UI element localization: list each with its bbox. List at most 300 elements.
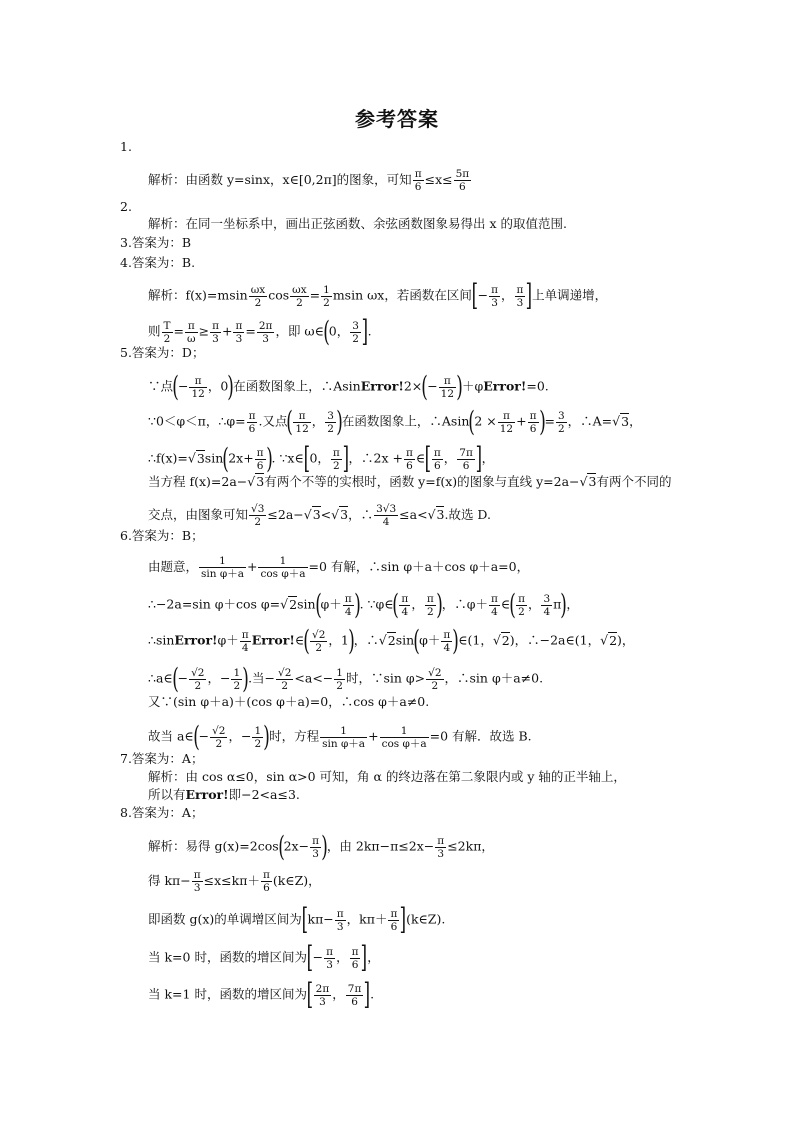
text: 解析：易得 g(x)=2cos	[148, 838, 279, 854]
fraction	[247, 410, 258, 435]
fraction	[426, 667, 443, 692]
left-paren: (	[421, 370, 428, 403]
radicand: 3	[588, 474, 597, 489]
fraction	[454, 168, 472, 193]
numerator: √2	[278, 666, 292, 679]
q5-line-1	[148, 370, 549, 403]
q4-answer: 4.答案为：B.	[120, 255, 196, 270]
text: =0 有解，∴sin φ＋a＋cos φ＋a=0，	[308, 559, 530, 574]
text: =0.	[526, 378, 549, 394]
fraction	[314, 983, 332, 1008]
fraction	[321, 284, 332, 309]
fraction	[324, 946, 335, 971]
text: 2 ×	[474, 413, 497, 429]
fraction	[441, 629, 452, 654]
right-paren: )	[263, 720, 270, 753]
numerator: π	[235, 319, 243, 332]
text: −	[477, 287, 489, 303]
text: 解析：f(x)=msin	[148, 287, 248, 303]
text: φ＋	[217, 632, 239, 648]
text: 在函数图象上，∴Asin	[341, 413, 470, 429]
denominator: 3	[262, 332, 269, 345]
right-paren: )	[452, 624, 460, 657]
text: −	[177, 670, 189, 686]
numerator: π	[516, 283, 524, 296]
text: ∴−2a=sin φ＋cos φ=	[148, 596, 281, 612]
text: ，∴sin φ＋a≠0.	[444, 670, 544, 686]
text: =	[245, 323, 256, 339]
right-paren: )	[456, 370, 463, 403]
fraction	[388, 908, 399, 933]
fraction	[162, 320, 173, 345]
fraction	[350, 320, 361, 345]
denominator: 4	[491, 605, 498, 618]
denominator: 2	[281, 679, 289, 692]
right-paren: )	[265, 442, 273, 475]
fraction	[199, 555, 246, 580]
numerator: π	[443, 628, 451, 641]
text: . ∵φ∈	[359, 596, 394, 612]
fraction	[335, 908, 346, 933]
text: ，	[443, 450, 457, 466]
fraction	[432, 447, 443, 472]
text: <	[320, 507, 332, 522]
text: ，∴φ＋	[441, 596, 488, 612]
left-paren: (	[314, 588, 322, 621]
text: kπ−	[307, 911, 334, 927]
text: ，	[566, 596, 579, 612]
q6-answer: 6.答案为：B；	[120, 528, 204, 543]
right-paren: )	[560, 588, 568, 621]
text: ，	[629, 413, 642, 429]
numerator: π	[351, 945, 359, 958]
text: 故当 a∈	[148, 728, 194, 744]
fraction	[489, 593, 500, 618]
fraction	[189, 375, 206, 400]
radicand: 2	[289, 596, 298, 612]
left-paren: (	[172, 370, 179, 403]
denominator: 2	[327, 422, 334, 435]
page-title: 参考答案	[355, 107, 439, 131]
fraction	[290, 284, 308, 309]
text: =0 有解．故选 B.	[429, 728, 532, 744]
numerator: 3	[327, 409, 334, 422]
fraction	[399, 593, 410, 618]
denominator: 2	[323, 296, 330, 309]
text: 即−2<a≤3.	[228, 787, 300, 802]
error-text: Error!	[185, 787, 229, 802]
text: ，	[500, 287, 514, 303]
text: <a<−	[294, 670, 334, 686]
left-paren: (	[277, 830, 285, 863]
fraction	[189, 667, 206, 692]
text: +	[221, 323, 233, 339]
text: −	[177, 378, 189, 394]
numerator: π	[248, 409, 256, 422]
numerator: 1	[336, 666, 343, 679]
fraction	[293, 410, 310, 435]
fraction	[233, 320, 244, 345]
left-paren: (	[323, 315, 330, 348]
denominator: 6	[529, 422, 537, 435]
text: (k∈Z).	[406, 911, 446, 927]
numerator: π	[344, 592, 352, 605]
text: ，	[336, 949, 349, 965]
text: ，	[527, 596, 541, 612]
denominator: 4	[401, 605, 409, 618]
text: ，0	[207, 378, 229, 394]
q6-line-2: ∴−2a=sin φ＋cos φ=√2sin(φ＋ $\frac{\pi}{4}$ ). ∵φ∈( $\frac{\pi}{4}$ ， $\frac{\pi}{2}$ )，∴φ＋ $\frac{\pi}{4}$ ∈( $\frac{\pi}{2}$ ， $\frac{3}{4}$ π)，	[148, 588, 579, 621]
denominator: 3	[312, 847, 319, 860]
numerator: π	[189, 375, 206, 388]
q6-line-3: ∴sinError!φ＋ $\frac{\pi}{4}$ Error!∈( $\frac{√2}{2}$ ，1)，∴√2sin(φ＋ $\frac{\pi}{4}$ )∈(1，√2)，∴−2a∈(1，√2)，	[148, 624, 635, 657]
fraction	[334, 667, 345, 692]
denominator: 3	[516, 296, 524, 309]
text: 交点，由图象可知	[148, 507, 249, 522]
q5-answer: 5.答案为：D；	[120, 345, 205, 360]
denominator: 2	[163, 332, 171, 345]
fraction	[310, 835, 321, 860]
text: ≤x≤	[424, 172, 453, 187]
denominator: 3	[212, 332, 219, 345]
numerator: 1	[199, 555, 246, 568]
numerator: π	[529, 409, 537, 422]
text: 所以有	[148, 787, 186, 802]
text: ，kπ＋	[346, 911, 388, 927]
text: cos	[268, 287, 290, 303]
denominator: 2	[296, 296, 303, 309]
left-paren: (	[509, 588, 516, 621]
numerator: π	[401, 592, 409, 605]
text: )，	[617, 632, 635, 648]
fraction	[346, 983, 364, 1008]
fraction	[210, 725, 227, 750]
denominator: 2	[557, 422, 565, 435]
denominator: cos φ＋a	[381, 737, 427, 750]
numerator: π	[193, 869, 201, 881]
q5-line-4: 当方程 f(x)=2a−√3有两个不等的实根时，函数 y=f(x)的图象与直线 y=2a−√3有两个不同的	[148, 474, 672, 489]
error-text: Error!	[483, 378, 527, 394]
text: π	[553, 596, 562, 612]
fraction	[404, 447, 415, 472]
text: φ＋	[419, 632, 441, 648]
denominator: 6	[248, 422, 256, 435]
text: ∴sin	[148, 632, 175, 648]
text: 时，∵sin φ>	[345, 670, 426, 686]
text: ，−	[207, 670, 231, 686]
denominator: 6	[414, 181, 422, 193]
numerator: π	[433, 446, 441, 459]
denominator: 2	[426, 605, 434, 618]
left-bracket: [	[301, 902, 308, 937]
radicand: 2	[501, 632, 510, 648]
denominator: 3	[336, 920, 344, 933]
fraction	[515, 284, 526, 309]
denominator: 12	[295, 422, 309, 435]
text: −	[198, 728, 210, 744]
text: ∴a∈	[148, 670, 173, 686]
denominator: 4	[443, 641, 451, 654]
numerator: π	[498, 410, 515, 423]
denominator: 4	[382, 516, 390, 528]
text: ，∴2x +	[348, 450, 403, 466]
denominator: 2	[254, 737, 262, 750]
numerator: 1	[320, 725, 367, 738]
fraction	[350, 946, 361, 971]
denominator: 6	[263, 882, 270, 894]
denominator: 6	[406, 459, 413, 472]
fraction	[374, 503, 398, 528]
text: ，	[311, 413, 325, 429]
fraction	[331, 447, 342, 472]
numerator: 3	[557, 409, 565, 422]
numerator: π	[405, 446, 413, 459]
text: φ＋	[320, 596, 342, 612]
fraction	[231, 667, 242, 692]
text: )，∴−2a∈(1，	[509, 632, 601, 648]
text: msin ωx，若函数在区间	[332, 287, 472, 303]
denominator: 2	[233, 679, 241, 692]
text: 有两个不同的	[596, 474, 672, 489]
text: 得 kπ−	[148, 873, 191, 888]
text: ≤2kπ，	[447, 838, 494, 854]
right-bracket: ]	[361, 314, 369, 349]
error-text: Error!	[251, 632, 295, 648]
text: .当−	[248, 670, 276, 686]
right-bracket: ]	[361, 940, 368, 975]
text: =	[309, 287, 321, 303]
denominator: 4	[543, 605, 551, 618]
numerator: π	[262, 869, 270, 881]
denominator: 2	[194, 679, 202, 692]
q5-line-3: ∴f(x)=√3sin(2x+ $\frac{\pi}{6}$ ). ∵x∈[0， $\frac{\pi}{2}$ ]，∴2x + $\frac{\pi}{6}$ ∈[ $\frac{\pi}{6}$ ， $\frac{7\pi}{6}$ ]，	[148, 441, 495, 476]
radicand: 3	[621, 413, 630, 429]
text: ，∴A=	[567, 413, 613, 429]
denominator: 2	[315, 641, 323, 654]
text: 在函数图象上，∴Asin	[233, 378, 361, 394]
numerator: π	[293, 410, 310, 423]
q6-line-1	[148, 555, 529, 580]
left-bracket: [	[306, 977, 314, 1012]
denominator: 2	[254, 296, 262, 309]
fraction	[258, 555, 307, 580]
numerator: 1	[258, 555, 307, 568]
text: ∵点	[148, 378, 174, 394]
text: ，	[332, 986, 345, 1002]
denominator: 2	[336, 679, 343, 692]
fraction	[435, 835, 446, 860]
right-paren: )	[227, 370, 235, 403]
fraction	[257, 320, 275, 345]
denominator: 6	[433, 459, 441, 472]
text: −	[312, 949, 324, 965]
denominator: cos φ＋a	[260, 568, 306, 580]
denominator: sin φ＋a	[201, 568, 244, 580]
numerator: π	[390, 907, 398, 920]
q8-line-3	[148, 902, 446, 937]
text: . ∵x∈	[271, 450, 304, 466]
text: ，∴	[348, 507, 374, 522]
fraction	[185, 320, 198, 345]
fraction	[252, 725, 263, 750]
denominator: 6	[351, 958, 359, 971]
text: ∈(1，	[458, 632, 493, 648]
fraction	[249, 284, 267, 309]
denominator: 2	[215, 737, 223, 750]
numerator: √3	[251, 503, 265, 515]
right-paren: )	[321, 830, 328, 863]
text: ，即 ω∈	[275, 323, 324, 339]
q8-line-5	[148, 977, 375, 1012]
text: +	[516, 413, 527, 429]
text: ≥	[198, 323, 210, 339]
numerator: π	[332, 446, 340, 459]
text: .	[367, 323, 372, 339]
fraction	[413, 168, 424, 193]
q8-answer: 8.答案为：A；	[120, 805, 204, 820]
fraction	[240, 629, 251, 654]
numerator: π	[414, 168, 422, 180]
error-text: Error!	[360, 378, 404, 394]
text: 即函数 g(x)的单调增区间为	[148, 911, 302, 927]
denominator: 2	[333, 459, 340, 472]
denominator: 4	[241, 641, 249, 654]
text: =	[544, 413, 555, 429]
radicand: 3	[312, 507, 321, 522]
left-paren: (	[222, 442, 229, 475]
fraction	[343, 593, 354, 618]
denominator: 2	[254, 516, 262, 528]
text: 由题意，	[148, 559, 199, 574]
text: −	[427, 378, 438, 394]
numerator: 1	[254, 724, 262, 737]
q6-line-6	[148, 720, 532, 753]
fraction	[498, 410, 515, 435]
text: 2x−	[283, 838, 310, 854]
q2-solution: 解析：在同一坐标系中，画出正弦函数、余弦函数图象易得出 x 的取值范围.	[148, 216, 567, 231]
q1-number: 1.	[120, 139, 132, 154]
radicand: 3	[436, 507, 445, 522]
numerator: π	[426, 592, 434, 605]
right-bracket: ]	[342, 441, 349, 476]
text: ，由 2kπ−π≤2x−	[326, 838, 435, 854]
text: 当方程 f(x)=2a−	[148, 474, 248, 489]
text: ，	[367, 949, 380, 965]
numerator: √2	[312, 628, 326, 641]
numerator: T	[163, 319, 171, 332]
left-paren: (	[171, 662, 179, 695]
text: 当 k=0 时，函数的增区间为	[148, 949, 307, 965]
fraction	[320, 725, 367, 750]
denominator: 6	[459, 181, 466, 193]
error-text: Error!	[174, 632, 218, 648]
left-paren: (	[468, 405, 476, 438]
numerator: 2π	[315, 982, 330, 995]
denominator: 6	[351, 995, 358, 1008]
numerator: 3	[543, 592, 551, 605]
text: ≤x≤kπ＋	[203, 873, 260, 888]
fraction	[276, 667, 293, 692]
denominator: 2	[352, 332, 359, 345]
q4-line-1	[148, 278, 608, 313]
q8-line-1	[148, 830, 494, 863]
text: 有两个不等的实根时，函数 y=f(x)的图象与直线 y=2a−	[264, 474, 580, 489]
q7-line-2	[148, 787, 300, 803]
text: 0，	[309, 450, 330, 466]
right-paren: )	[538, 405, 546, 438]
denominator: 6	[390, 920, 398, 933]
q8-line-4	[148, 940, 380, 975]
fraction	[325, 410, 336, 435]
text: .故选 D.	[444, 507, 491, 522]
fraction	[516, 593, 527, 618]
numerator: π	[326, 945, 334, 958]
text: ∴f(x)=	[148, 450, 188, 466]
text: sin	[395, 632, 415, 648]
text: ，∴	[353, 632, 379, 648]
fraction	[457, 447, 475, 472]
right-paren: )	[353, 588, 361, 621]
text: ，−	[228, 728, 252, 744]
fraction	[249, 503, 266, 528]
numerator: π	[312, 834, 319, 847]
denominator: 2	[431, 679, 439, 692]
right-paren: )	[348, 624, 355, 657]
numerator: π	[256, 446, 264, 459]
denominator: 12	[191, 387, 205, 400]
q7-answer: 7.答案为：A；	[120, 751, 204, 766]
denominator: 3	[437, 847, 445, 860]
text: sin	[297, 596, 316, 612]
numerator: 1	[233, 666, 241, 679]
right-paren: )	[435, 588, 443, 621]
q3-answer: 3.答案为：B	[120, 235, 192, 250]
radicand: 2	[609, 632, 618, 648]
left-paren: (	[413, 624, 420, 657]
fraction	[541, 593, 552, 618]
text: 2×	[403, 378, 423, 394]
numerator: π	[491, 283, 498, 296]
fraction	[489, 284, 500, 309]
fraction	[439, 375, 456, 400]
q1-solution	[148, 168, 472, 193]
numerator: 3√3	[376, 503, 397, 515]
left-paren: (	[303, 624, 310, 657]
numerator: 5π	[455, 168, 470, 180]
fraction	[528, 410, 539, 435]
text: 0，	[328, 323, 350, 339]
numerator: √2	[191, 666, 205, 679]
right-paren: )	[336, 405, 343, 438]
left-bracket: [	[303, 441, 310, 476]
radicand: 3	[256, 474, 265, 489]
fraction	[261, 869, 272, 894]
text: +	[368, 728, 379, 744]
q6-line-4	[148, 662, 544, 695]
denominator: 6	[462, 459, 470, 472]
numerator: 3	[352, 319, 359, 332]
text: +	[246, 559, 258, 574]
numerator: π	[212, 319, 219, 332]
fraction	[380, 725, 429, 750]
denominator: 4	[344, 605, 352, 618]
left-paren: (	[392, 588, 400, 621]
numerator: π	[241, 628, 249, 641]
right-bracket: ]	[475, 441, 482, 476]
text: 则	[148, 323, 161, 339]
numerator: 2π	[258, 319, 273, 332]
fraction	[310, 629, 327, 654]
